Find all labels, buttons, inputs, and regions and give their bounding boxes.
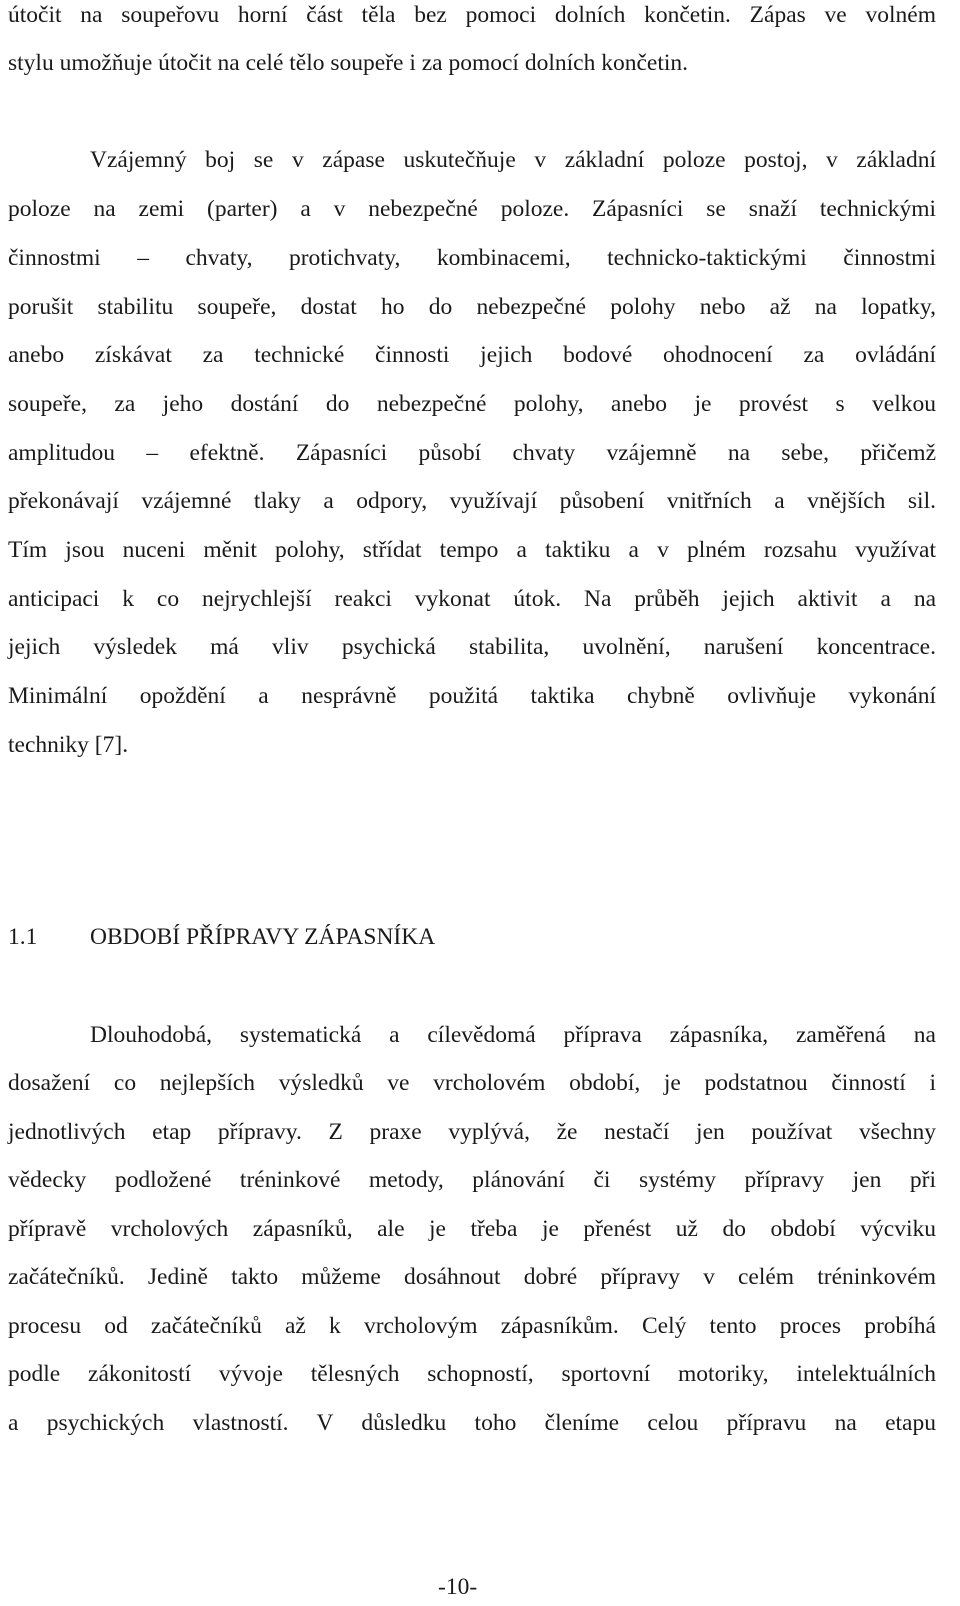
section-number: 1.1	[8, 924, 38, 950]
text-line: Minimální opoždění a nesprávně použitá taktika chybně ovlivňuje vykonání	[8, 683, 936, 709]
text-line: techniky [7].	[8, 732, 129, 758]
section-heading	[8, 922, 435, 952]
text-line: procesu od začátečníků až k vrcholovým zápasníkům. Celý tento proces probíhá	[8, 1313, 936, 1339]
text-line: dosažení co nejlepších výsledků ve vrcholovém období, je podstatnou činností i	[8, 1070, 936, 1096]
text-line: jejich výsledek má vliv psychická stabilita, uvolnění, narušení koncentrace.	[8, 634, 936, 660]
text-line: jednotlivých etap přípravy. Z praxe vyplývá, že nestačí jen používat všechny	[8, 1119, 936, 1145]
text-line: anebo získávat za technické činnosti jejich bodové ohodnocení za ovládání	[8, 342, 936, 368]
text-line: porušit stabilitu soupeře, dostat ho do nebezpečné polohy nebo až na lopatky,	[8, 294, 936, 320]
page-number: -10-	[438, 1574, 478, 1600]
text-line: anticipaci k co nejrychlejší reakci vykonat útok. Na průběh jejich aktivit a na	[8, 586, 936, 612]
text-line: přípravě vrcholových zápasníků, ale je třeba je přenést už do období výcviku	[8, 1216, 936, 1242]
text-line: vědecky podložené tréninkové metody, plánování či systémy přípravy jen při	[8, 1167, 936, 1193]
section-title: OBDOBÍ PŘÍPRAVY ZÁPASNÍKA	[90, 924, 436, 950]
text-line: podle zákonitostí vývoje tělesných schopností, sportovní motoriky, intelektuálních	[8, 1361, 936, 1387]
text-line: Tím jsou nuceni měnit polohy, střídat tempo a taktiku a v plném rozsahu využívat	[8, 537, 936, 563]
text-line: a psychických vlastností. V důsledku toho členíme celou přípravu na etapu	[8, 1410, 936, 1436]
text-line: Dlouhodobá, systematická a cílevědomá příprava zápasníka, zaměřená na	[90, 1022, 936, 1048]
text-line: stylu umožňuje útočit na celé tělo soupeře i za pomocí dolních končetin.	[8, 50, 688, 76]
text-line: poloze na zemi (parter) a v nebezpečné poloze. Zápasníci se snaží technickými	[8, 196, 936, 222]
text-line: překonávají vzájemné tlaky a odpory, využívají působení vnitřních a vnějších sil.	[8, 488, 936, 514]
text-line: amplitudou – efektně. Zápasníci působí chvaty vzájemně na sebe, přičemž	[8, 440, 936, 466]
text-line: útočit na soupeřovu horní část těla bez pomoci dolních končetin. Zápas ve volném	[8, 2, 936, 28]
text-line: začátečníků. Jedině takto můžeme dosáhnout dobré přípravy v celém tréninkovém	[8, 1264, 936, 1290]
text-line: činnostmi – chvaty, protichvaty, kombinacemi, technicko-taktickými činnostmi	[8, 245, 936, 271]
text-line: Vzájemný boj se v zápase uskutečňuje v základní poloze postoj, v základní	[90, 147, 936, 173]
text-line: soupeře, za jeho dostání do nebezpečné polohy, anebo je provést s velkou	[8, 391, 936, 417]
